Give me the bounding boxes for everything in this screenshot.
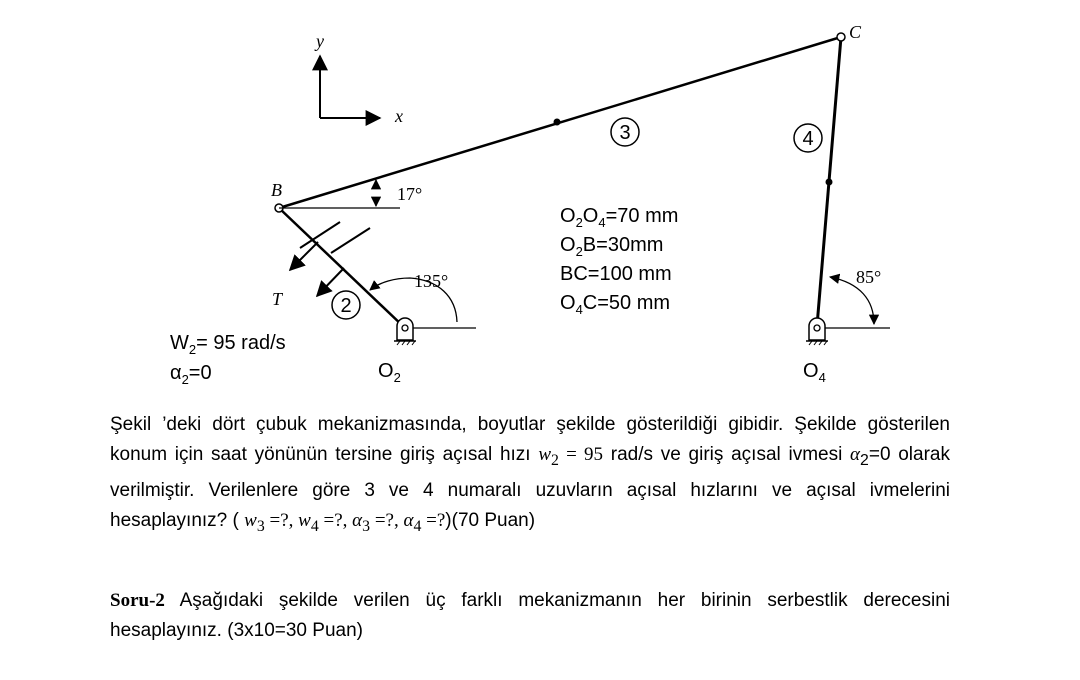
question-2-text: Soru-2 Aşağıdaki şekilde verilen üç farklı mekanizmanın her birinin serbestlik derecesini hesaplayınız. (3x10=30 Puan)	[110, 590, 950, 641]
question-2-label: Soru-2	[110, 590, 165, 611]
a2-value: $\alpha_2=0$	[170, 362, 212, 387]
axis-x-label: x	[395, 106, 403, 126]
angle-85-label: 85°	[856, 267, 882, 287]
input-values	[170, 332, 286, 387]
coordinate-axes	[314, 31, 403, 126]
axis-y-label: y	[316, 31, 324, 51]
dim-O2O4: $O_2O_4=70$ mm	[560, 205, 679, 230]
dim-BC: BC=100 mm	[560, 263, 672, 285]
w2-value: $W_2= 95$ rad/s	[170, 332, 286, 357]
ground-pivot-O2	[378, 318, 416, 385]
dim-O2B: $O_2B=30mm$	[560, 234, 664, 259]
angle-17-marker	[279, 180, 422, 208]
rocker-midpoint	[826, 179, 833, 186]
link-3-label: 3	[619, 122, 631, 144]
link-3-badge	[611, 118, 639, 146]
ground-pivot-O4	[803, 318, 828, 385]
angle-17-label: 17°	[397, 184, 423, 204]
point-T-label: T	[272, 289, 283, 309]
angle-135-label: 135°	[414, 271, 449, 291]
O2-label: $O_2$	[378, 360, 401, 385]
angle-135-marker	[370, 271, 476, 328]
O4-label: $O_4$	[803, 360, 826, 385]
joint-C	[837, 33, 845, 41]
point-C-label: C	[849, 22, 862, 42]
angle-85-marker	[817, 267, 890, 328]
link-4-label: 4	[802, 128, 814, 150]
coupler-midpoint	[554, 119, 561, 126]
dimension-list	[560, 205, 678, 317]
point-B-label: B	[271, 180, 282, 200]
link-2-label: 2	[340, 295, 352, 317]
question-1-text: Şekil ’deki dört çubuk mekanizmasında, boyutlar şekilde gösterildiği gibidir. Şekilde gösterilen konum için saat yönünün tersine giriş açısal hızı $w_2 = 95$ rad/s ve giriş açısal ivmesi $\alpha_2=0$ olarak verilmiştir. Verilenlere göre 3 ve 4 numaralı uzuvların açısal hızlarını ve açısal ivmelerini hesaplayınız? ( $w_3$ =?, $w_4$ =?, $\alpha_3$ =?, $\alpha_4$ =?)(70 Puan)	[110, 414, 950, 535]
dim-O4C: $O_4C=50$ mm	[560, 292, 671, 317]
link-2-badge	[332, 291, 360, 319]
link-4-badge	[794, 124, 822, 152]
